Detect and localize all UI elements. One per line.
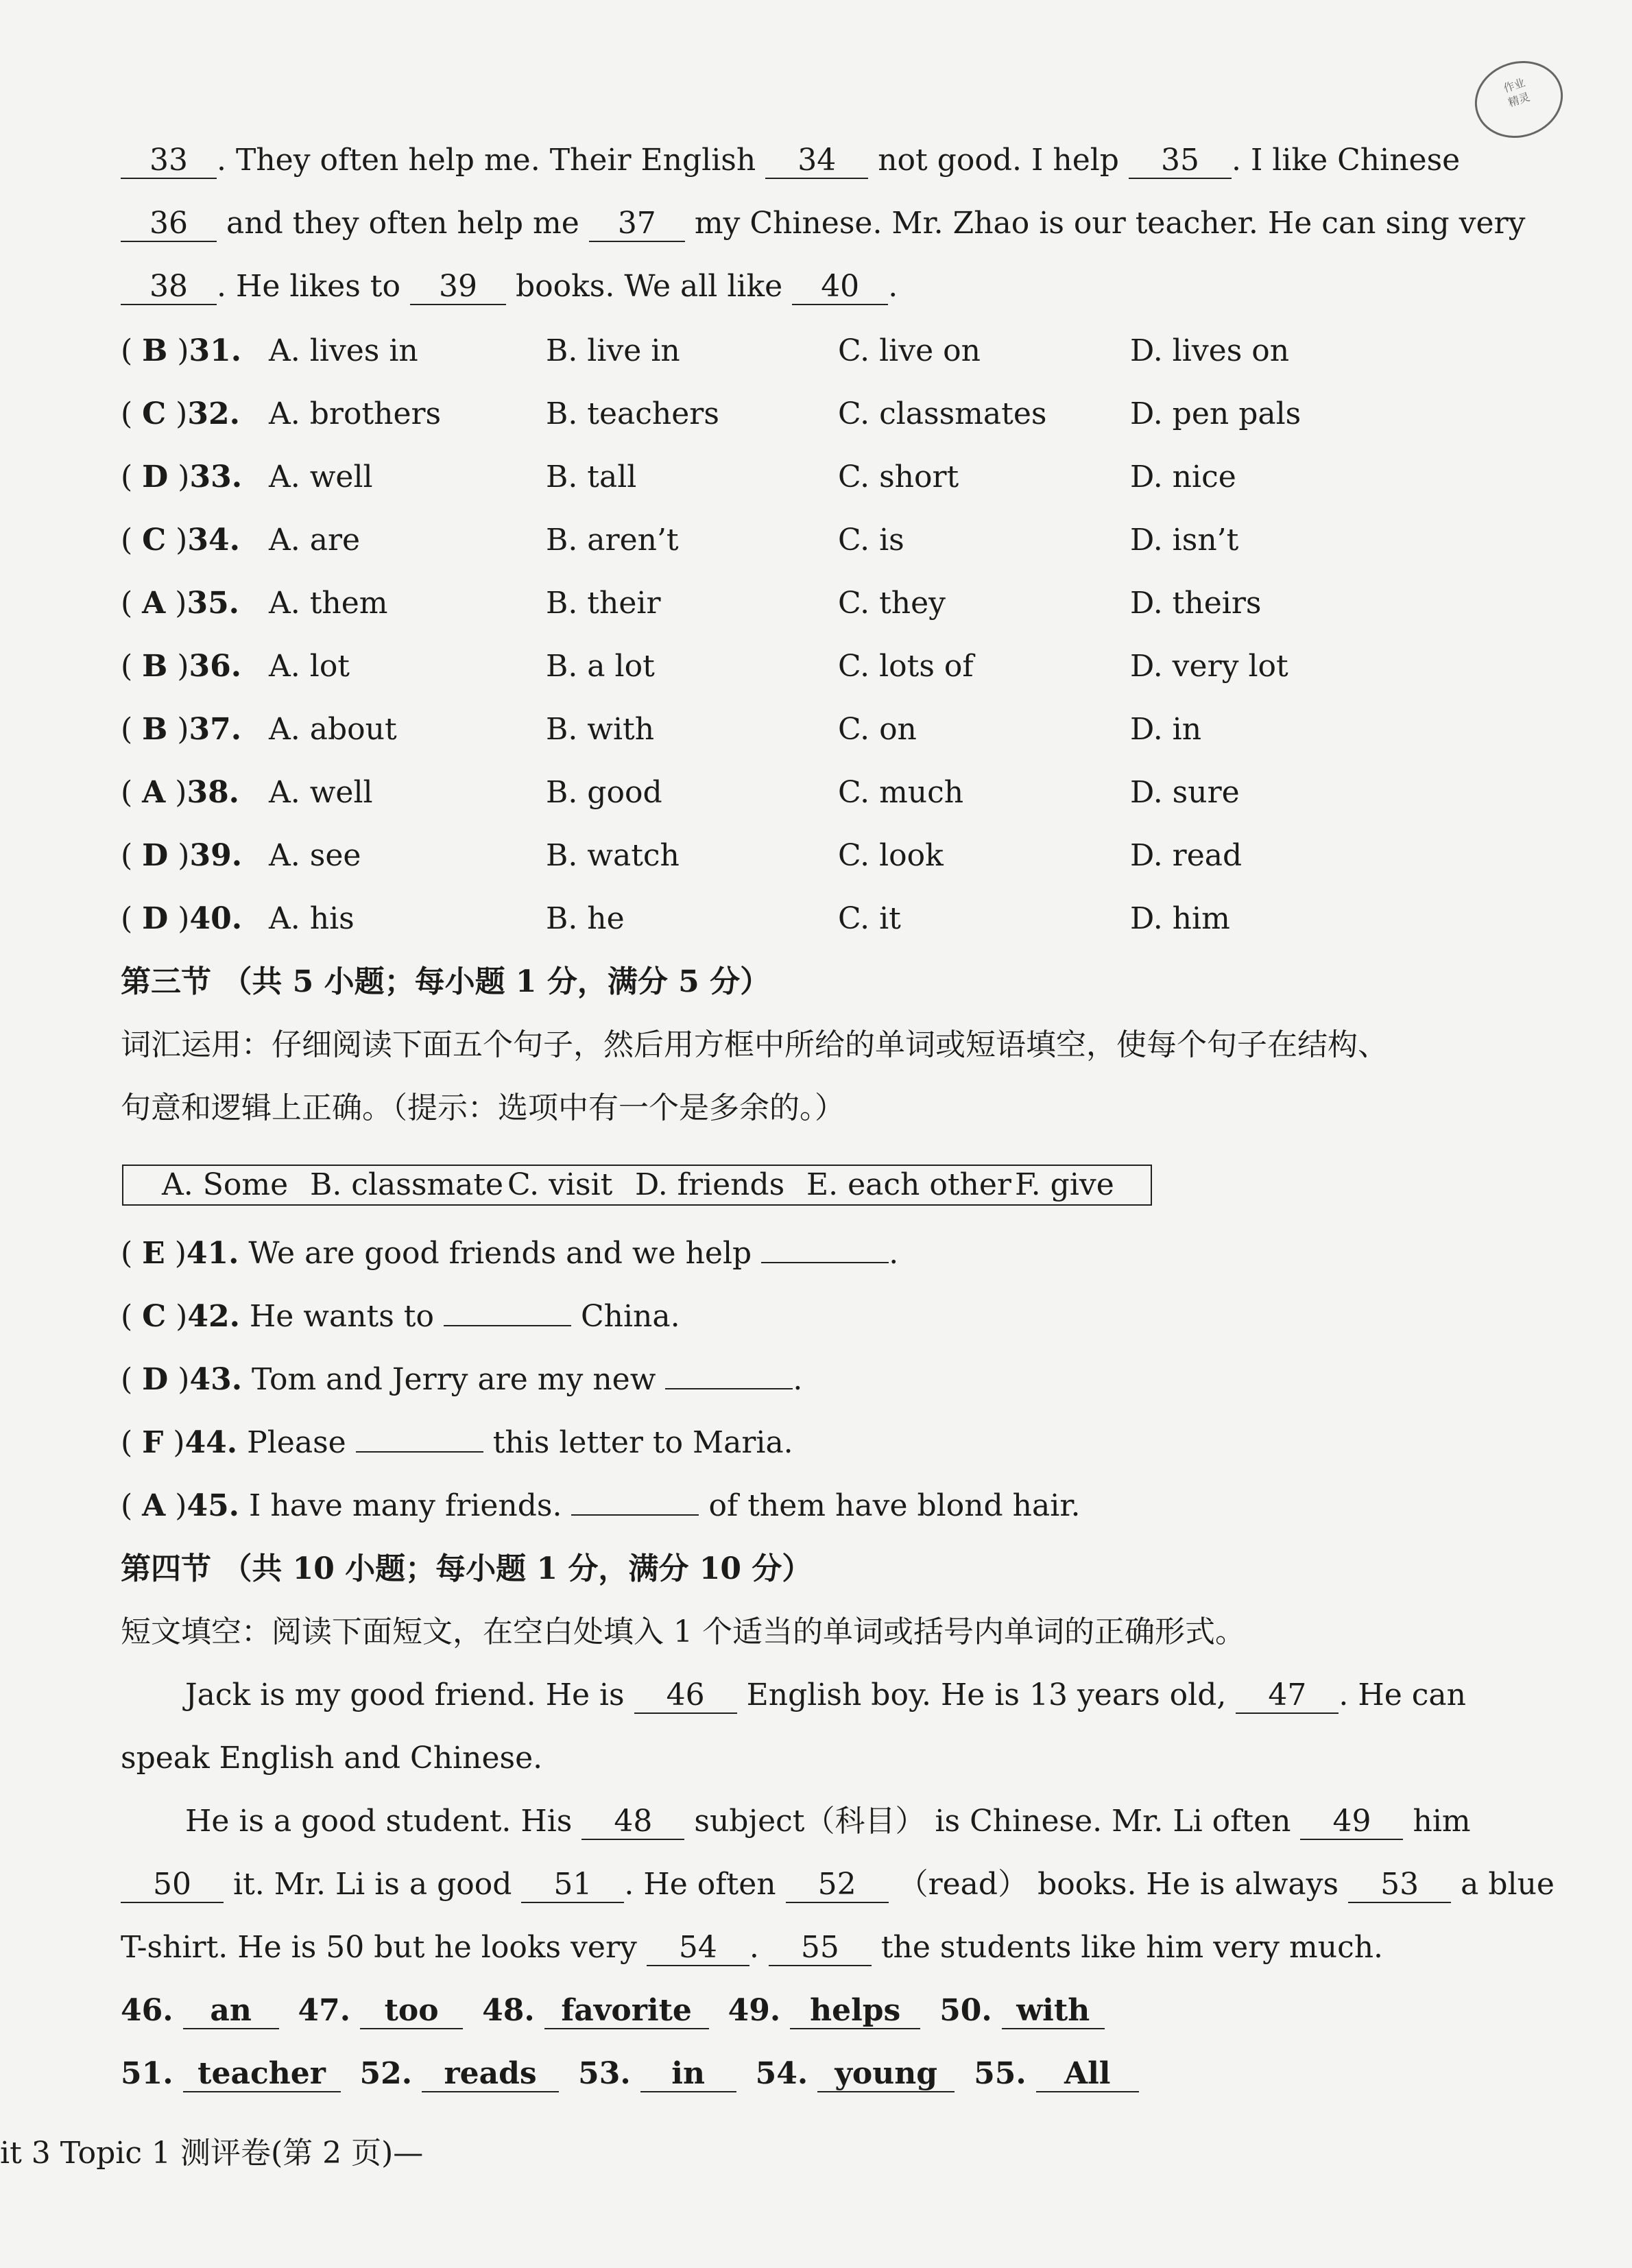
cloze-text: a blue <box>1461 1867 1555 1902</box>
answer-fill: reads <box>422 2057 559 2092</box>
passage-text: . He likes to <box>217 269 400 304</box>
question-number: 40. <box>189 901 243 936</box>
blank-46: 46 <box>634 1678 737 1714</box>
mc-stem: ( B )36. <box>121 649 242 684</box>
blank-50: 50 <box>121 1867 224 1903</box>
option-b: B. their <box>546 586 661 621</box>
passage-line-2 <box>121 203 1525 244</box>
cloze-text: （read） books. He is always <box>898 1867 1339 1902</box>
blank-55: 55 <box>769 1931 872 1966</box>
mc-stem: ( D )39. <box>121 838 243 873</box>
option-a: A. his <box>269 901 355 936</box>
passage-text: . <box>888 269 898 304</box>
cloze-line-4 <box>121 1864 1555 1905</box>
cloze-text: him <box>1413 1804 1471 1839</box>
option-c: C. look <box>838 838 944 873</box>
answer-letter: C <box>142 523 167 558</box>
blank-36: 36 <box>121 206 217 242</box>
answer-row-2 <box>121 2053 1139 2094</box>
option-d: D. read <box>1130 838 1243 873</box>
passage-text: my Chinese. Mr. Zhao is our teacher. He can sing very <box>694 206 1526 241</box>
option-a: A. well <box>269 775 373 810</box>
option-c: C. on <box>838 712 917 747</box>
question-text: . <box>793 1362 803 1397</box>
option-b: B. good <box>546 775 662 810</box>
word-bank-option: A. Some <box>162 1167 289 1202</box>
option-d: D. in <box>1130 712 1202 747</box>
answer-fill: in <box>640 2057 736 2092</box>
option-b: B. a lot <box>546 649 655 684</box>
option-a: A. are <box>269 523 361 558</box>
answer-number: 50. <box>939 1993 992 2028</box>
vocab-question: ( D )43. Tom and Jerry are my new . <box>121 1362 803 1397</box>
cloze-text: . He often <box>624 1867 776 1902</box>
cloze-text: . He can <box>1339 1678 1466 1712</box>
question-text: Please <box>247 1425 346 1460</box>
option-c: C. is <box>838 523 904 558</box>
question-text: He wants to <box>249 1299 434 1334</box>
cloze-text: English boy. He is 13 years old, <box>746 1678 1227 1712</box>
blank-47: 47 <box>1236 1678 1339 1714</box>
passage-line-1 <box>121 140 1460 181</box>
answer-letter: E <box>142 1236 165 1271</box>
option-d: D. lives on <box>1130 333 1290 368</box>
option-b: B. watch <box>546 838 680 873</box>
cloze-text: it. Mr. Li is a good <box>233 1867 512 1902</box>
vocab-question: ( F )44. Please this letter to Maria. <box>121 1425 793 1460</box>
answer-number: 55. <box>974 2056 1027 2091</box>
answer-letter: A <box>142 586 166 621</box>
option-c: C. live on <box>838 333 981 368</box>
question-text: China. <box>580 1299 680 1334</box>
answer-letter: A <box>142 775 166 810</box>
passage-text: . I like Chinese <box>1231 143 1461 178</box>
question-number: 43. <box>189 1362 243 1397</box>
blank-34: 34 <box>765 143 868 179</box>
blank-38: 38 <box>121 270 217 305</box>
answer-number: 52. <box>359 2056 413 2091</box>
stamp-logo: 作业 精灵 <box>1465 50 1573 150</box>
option-b: B. he <box>546 901 625 936</box>
answer-fill: helps <box>790 1994 920 2029</box>
passage-text: not good. I help <box>878 143 1119 178</box>
question-text: I have many friends. <box>249 1488 562 1523</box>
option-a: A. lives in <box>269 333 418 368</box>
answer-fill: young <box>817 2057 955 2092</box>
cloze-line-1 <box>185 1675 1466 1716</box>
option-b: B. aren’t <box>546 523 679 558</box>
blank-53: 53 <box>1348 1867 1451 1903</box>
question-number: 42. <box>187 1299 240 1334</box>
word-bank-option: E. each other <box>806 1167 1011 1202</box>
vocab-question: ( C )42. He wants to China. <box>121 1299 680 1334</box>
question-number: 33. <box>189 459 243 494</box>
question-number: 38. <box>187 775 240 810</box>
question-number: 36. <box>189 649 242 684</box>
option-a: A. brothers <box>269 396 442 431</box>
option-c: C. it <box>838 901 901 936</box>
option-c: C. much <box>838 775 964 810</box>
option-a: A. see <box>269 838 361 873</box>
question-number: 39. <box>189 838 243 873</box>
cloze-text: the students like him very much. <box>880 1930 1384 1965</box>
option-b: B. teachers <box>546 396 719 431</box>
question-number: 31. <box>189 333 242 368</box>
question-number: 41. <box>186 1236 239 1271</box>
cloze-text: Jack is my good friend. He is <box>185 1678 625 1712</box>
question-number: 35. <box>187 586 240 621</box>
answer-number: 53. <box>578 2056 631 2091</box>
answer-blank <box>356 1451 483 1453</box>
passage-text: and they often help me <box>226 206 579 241</box>
word-bank-option: F. give <box>1015 1167 1114 1202</box>
answer-number: 54. <box>755 2056 808 2091</box>
answer-letter: D <box>142 901 169 936</box>
mc-stem: ( B )37. <box>121 712 242 747</box>
cloze-text: subject（科目） is Chinese. Mr. Li often <box>694 1804 1291 1839</box>
answer-row-1 <box>121 1990 1105 2031</box>
mc-stem: ( A )35. <box>121 586 240 621</box>
option-a: A. lot <box>269 649 350 684</box>
question-text: . <box>889 1236 899 1271</box>
section4-instruction: 短文填空：阅读下面短文，在空白处填入 1 个适当的单词或括号内单词的正确形式。 <box>121 1614 1245 1649</box>
answer-blank <box>571 1514 699 1516</box>
passage-text: . They often help me. Their English <box>217 143 756 178</box>
option-c: C. classmates <box>838 396 1047 431</box>
question-text: Tom and Jerry are my new <box>252 1362 656 1397</box>
cloze-line-3 <box>185 1801 1471 1842</box>
vocab-question: ( E )41. We are good friends and we help . <box>121 1236 899 1271</box>
question-text: We are good friends and we help <box>248 1236 752 1271</box>
blank-33: 33 <box>121 143 217 179</box>
answer-fill: favorite <box>544 1994 709 2029</box>
blank-48: 48 <box>581 1804 684 1840</box>
answer-fill: with <box>1002 1994 1105 2029</box>
option-b: B. live in <box>546 333 680 368</box>
answer-fill: too <box>360 1994 463 2029</box>
word-bank-option: C. visit <box>507 1167 613 1202</box>
mc-stem: ( C )34. <box>121 523 240 558</box>
answer-letter: B <box>142 333 168 368</box>
question-number: 37. <box>189 712 242 747</box>
passage-line-3 <box>121 266 898 307</box>
question-number: 45. <box>187 1488 240 1523</box>
option-d: D. sure <box>1130 775 1240 810</box>
answer-fill: teacher <box>183 2057 341 2092</box>
option-a: A. them <box>269 586 388 621</box>
option-d: D. isn’t <box>1130 523 1239 558</box>
mc-stem: ( D )33. <box>121 459 243 494</box>
answer-letter: B <box>142 649 168 684</box>
option-d: D. theirs <box>1130 586 1262 621</box>
answer-letter: D <box>142 459 169 494</box>
blank-54: 54 <box>647 1931 749 1966</box>
blank-39: 39 <box>410 270 506 305</box>
cloze-text: T-shirt. He is 50 but he looks very <box>121 1930 637 1965</box>
option-a: A. about <box>269 712 397 747</box>
section3-instruction-1: 词汇运用：仔细阅读下面五个句子，然后用方框中所给的单词或短语填空，使每个句子在结构、 <box>121 1027 1388 1062</box>
answer-blank <box>444 1325 571 1326</box>
option-c: C. lots of <box>838 649 974 684</box>
option-b: B. tall <box>546 459 637 494</box>
option-c: C. short <box>838 459 959 494</box>
option-c: C. they <box>838 586 946 621</box>
word-bank-option: D. friends <box>635 1167 785 1202</box>
answer-blank <box>665 1388 793 1389</box>
blank-51: 51 <box>521 1867 624 1903</box>
question-number: 32. <box>187 396 240 431</box>
section4-heading: 第四节 （共 10 小题；每小题 1 分，满分 10 分） <box>121 1551 813 1586</box>
answer-number: 48. <box>482 1993 535 2028</box>
blank-35: 35 <box>1129 143 1232 179</box>
answer-number: 46. <box>121 1993 173 2028</box>
option-d: D. nice <box>1130 459 1236 494</box>
answer-number: 49. <box>728 1993 781 2028</box>
option-d: D. him <box>1130 901 1230 936</box>
question-number: 44. <box>184 1425 238 1460</box>
mc-stem: ( C )32. <box>121 396 240 431</box>
passage-text: books. We all like <box>515 269 783 304</box>
cloze-line-2: speak English and Chinese. <box>121 1741 543 1776</box>
blank-49: 49 <box>1300 1804 1403 1840</box>
answer-letter: D <box>142 838 169 873</box>
vocab-question: ( A )45. I have many friends. of them have blond hair. <box>121 1488 1081 1523</box>
answer-letter: F <box>142 1425 164 1460</box>
answer-blank <box>761 1262 889 1263</box>
answer-letter: D <box>142 1362 169 1397</box>
option-d: D. pen pals <box>1130 396 1301 431</box>
cloze-text: . <box>749 1930 759 1965</box>
answer-letter: A <box>142 1488 166 1523</box>
cloze-line-5 <box>121 1927 1383 1968</box>
mc-stem: ( A )38. <box>121 775 240 810</box>
word-bank-box <box>122 1165 1152 1206</box>
answer-letter: B <box>142 712 168 747</box>
answer-letter: C <box>142 1299 167 1334</box>
answer-fill: an <box>183 1994 279 2029</box>
answer-fill: All <box>1036 2057 1139 2092</box>
option-a: A. well <box>269 459 373 494</box>
cloze-text: He is a good student. His <box>185 1804 573 1839</box>
question-number: 34. <box>187 523 240 558</box>
answer-letter: C <box>142 396 167 431</box>
blank-37: 37 <box>589 206 685 242</box>
mc-stem: ( D )40. <box>121 901 243 936</box>
mc-stem: ( B )31. <box>121 333 242 368</box>
page-footer: it 3 Topic 1 测评卷(第 2 页)— <box>0 2136 424 2171</box>
answer-number: 51. <box>121 2056 173 2091</box>
section3-instruction-2: 句意和逻辑上正确。（提示：选项中有一个是多余的。） <box>121 1090 845 1125</box>
word-bank-option: B. classmate <box>310 1167 504 1202</box>
question-text: of them have blond hair. <box>708 1488 1081 1523</box>
answer-number: 47. <box>298 1993 351 2028</box>
blank-52: 52 <box>786 1867 889 1903</box>
section3-heading: 第三节 （共 5 小题；每小题 1 分，满分 5 分） <box>121 964 771 999</box>
option-b: B. with <box>546 712 655 747</box>
blank-40: 40 <box>792 270 888 305</box>
question-text: this letter to Maria. <box>492 1425 793 1460</box>
option-d: D. very lot <box>1130 649 1288 684</box>
